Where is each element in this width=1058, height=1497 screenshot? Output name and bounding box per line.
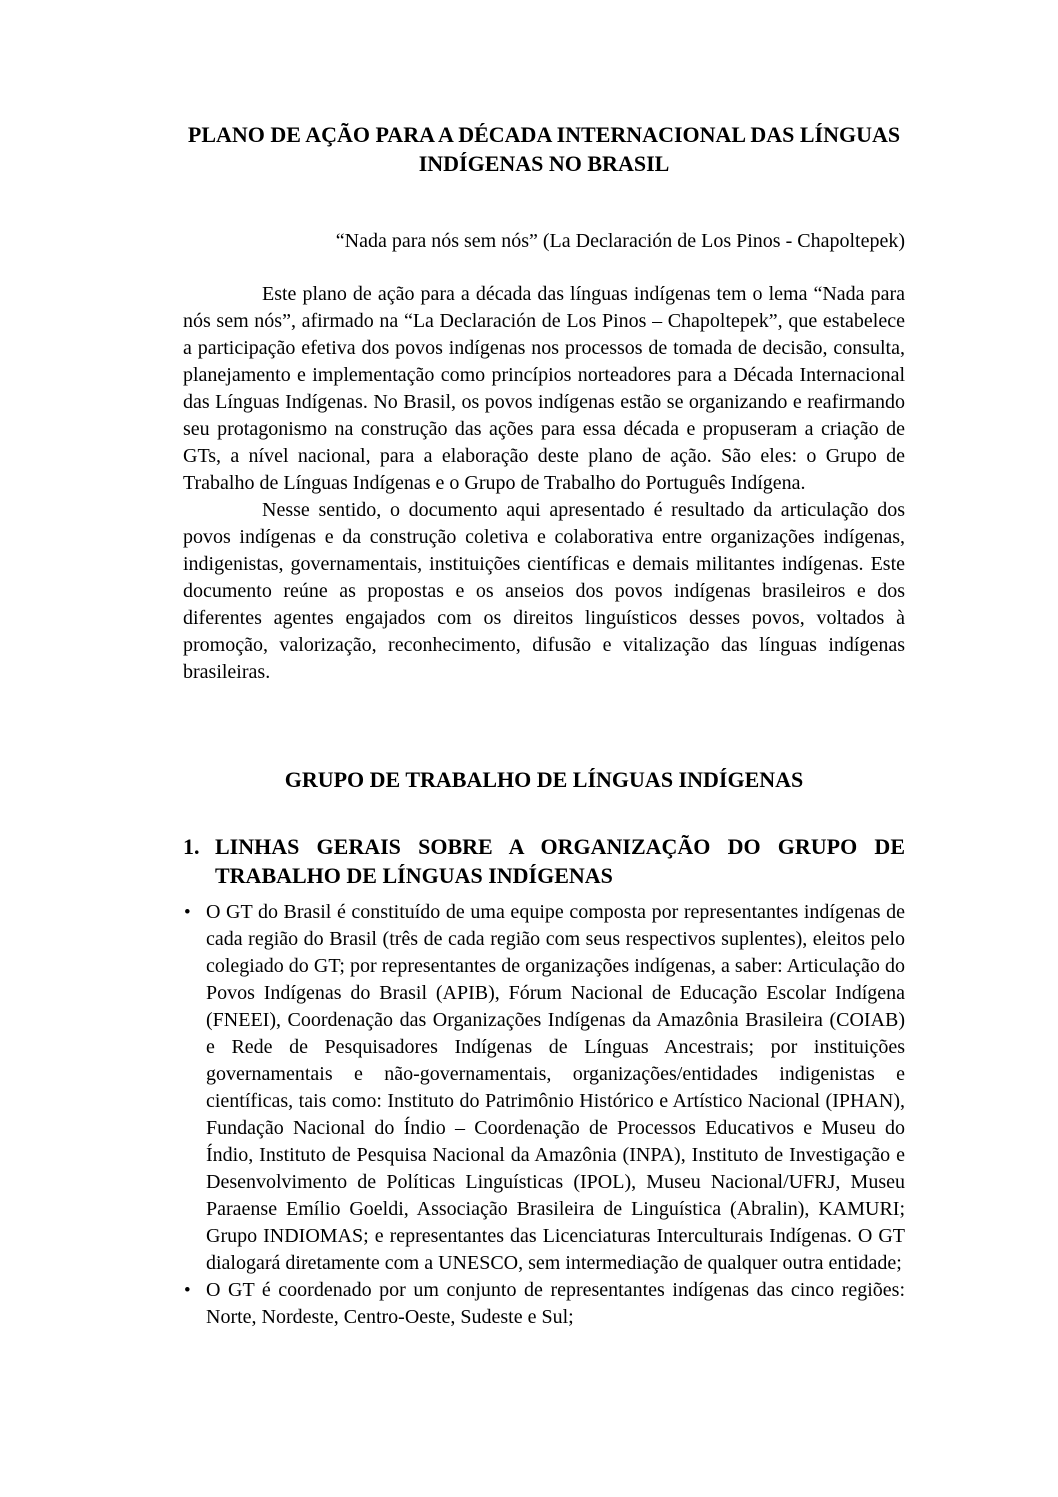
heading-text: LINHAS GERAIS SOBRE A ORGANIZAÇÃO DO GRUPO DE TRABALHO DE LÍNGUAS INDÍGENAS	[215, 834, 905, 888]
section-heading: GRUPO DE TRABALHO DE LÍNGUAS INDÍGENAS	[284, 767, 804, 792]
paragraph-2: Nesse sentido, o documento aqui apresentado é resultado da articulação dos povos indígenas e da construção coletiva e colaborativa entre organizações indígenas, indigenistas, governamentais, instituições científicas e demais militantes indígenas. Este documento reúne as propostas e os anseios dos povos indígenas brasileiros e dos diferentes agentes engajados com os direitos linguísticos desses povos, voltados à promoção, valorização, reconhecimento, difusão e vitalização das línguas indígenas brasileiras.	[183, 499, 905, 683]
bullet-item: • O GT é coordenado por um conjunto de representantes indígenas das cinco regiões: Norte, Nordeste, Centro-Oeste, Sudeste e Sul;	[183, 1277, 905, 1331]
heading-number: 1.	[183, 834, 200, 859]
bullet-list	[183, 899, 905, 1331]
intro-paragraphs	[183, 281, 905, 686]
epigraph: “Nada para nós sem nós” (La Declaración de Los Pinos - Chapoltepek)	[335, 230, 905, 252]
document-title: PLANO DE AÇÃO PARA A DÉCADA INTERNACIONAL DAS LÍNGUAS INDÍGENAS NO BRASIL	[187, 122, 901, 176]
paragraph-1: Este plano de ação para a década das línguas indígenas tem o lema “Nada para nós sem nós”, afirmado na “La Declaración de Los Pinos – Chapoltepek”, que estabelece a participação efetiva dos povos indígenas nos processos de tomada de decisão, consulta, planejamento e implementação como princípios norteadores para a Década Internacional das Línguas Indígenas. No Brasil, os povos indígenas estão se organizando e reafirmando seu protagonismo na construção das ações para essa década e propuseram a criação de GTs, a nível nacional, para a elaboração deste plano de ação. São eles: o Grupo de Trabalho de Línguas Indígenas e o Grupo de Trabalho do Português Indígena.	[183, 283, 905, 494]
bullet-item: • O GT do Brasil é constituído de uma equipe composta por representantes indígenas de cada região do Brasil (três de cada região com seus respectivos suplentes), eleitos pelo colegiado do GT; por representantes de organizações indígenas, a saber: Articulação do Povos Indígenas do Brasil (APIB), Fórum Nacional de Educação Escolar Indígena (FNEEI), Coordenação das Organizações Indígenas da Amazônia Brasileira (COIAB) e Rede de Pesquisadores Indígenas de Línguas Ancestrais; por instituições governamentais e não-governamentais, organizações/entidades indigenistas e científicas, tais como: Instituto do Patrimônio Histórico e Artístico Nacional (IPHAN), Fundação Nacional do Índio – Coordenação de Processos Educativos e Museu do Índio, Instituto de Pesquisa Nacional da Amazônia (INPA), Instituto de Investigação e Desenvolvimento de Políticas Linguísticas (IPOL), Museu Nacional/UFRJ, Museu Paraense Emílio Goeldi, Associação Brasileira de Linguística (Abralin), KAMURI; Grupo INDIOMAS; e representantes das Licenciaturas Interculturais Indígenas. O GT dialogará diretamente com a UNESCO, sem intermediação de qualquer outra entidade;	[183, 899, 905, 1277]
numbered-heading	[183, 832, 905, 890]
